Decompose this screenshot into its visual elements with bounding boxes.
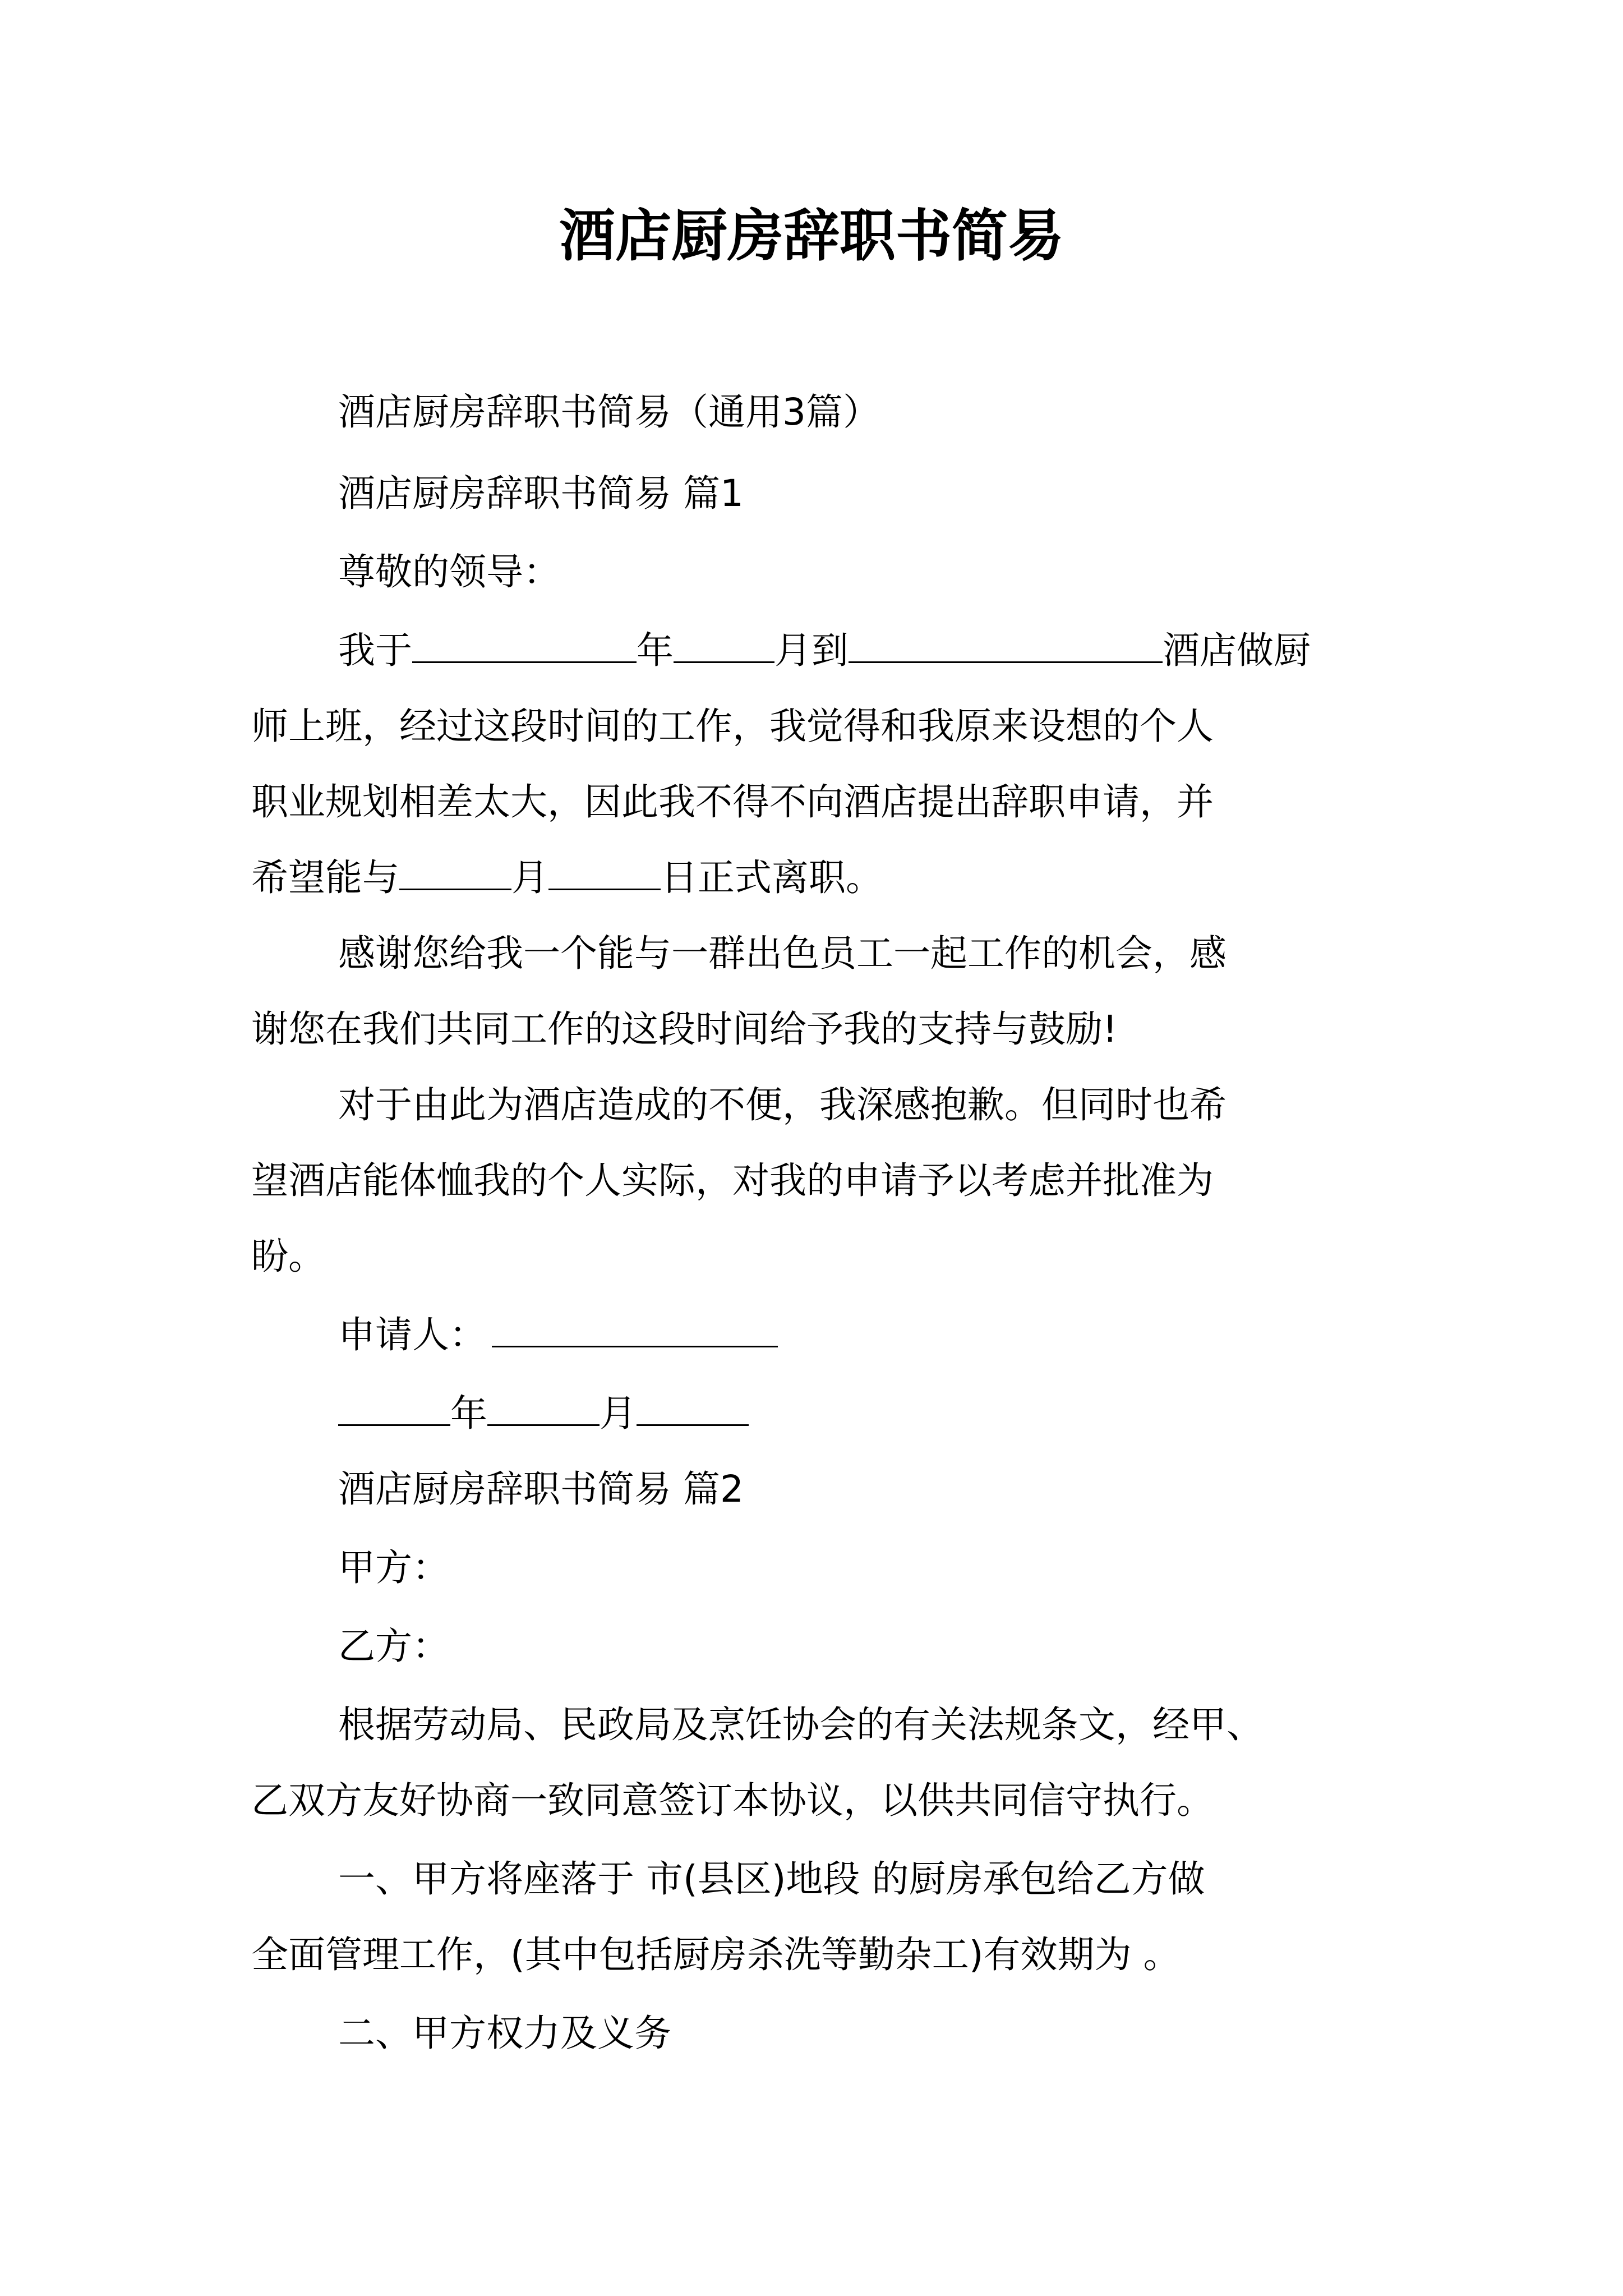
section-heading-part2: 酒店厨房辞职书简易 篇2: [338, 1467, 744, 1511]
paragraph-line: 谢您在我们共同工作的这段时间给予我的支持与鼓励!: [251, 1007, 1118, 1051]
fill-in-blank: [412, 625, 637, 663]
text-segment: 年: [450, 1392, 487, 1435]
text-segment: 酒店做厨: [1163, 629, 1311, 672]
applicant-line: [338, 1310, 778, 1360]
paragraph-line: [251, 853, 883, 903]
fill-in-blank: [492, 1310, 778, 1347]
text-segment: 月到: [774, 629, 849, 672]
date-line: [338, 1388, 749, 1439]
section-heading-part1: 酒店厨房辞职书简易 篇1: [338, 472, 744, 515]
fill-in-blank: [849, 625, 1163, 663]
paragraph-line: 师上班，经过这段时间的工作，我觉得和我原来设想的个人: [251, 705, 1214, 748]
salutation: 尊敬的领导：: [338, 550, 560, 593]
party-b: 乙方：: [338, 1625, 449, 1668]
text-segment: 月: [600, 1392, 637, 1435]
paragraph-line: 感谢您给我一个能与一群出色员工一起工作的机会，感: [338, 932, 1227, 975]
party-a: 甲方：: [338, 1546, 449, 1589]
fill-in-blank: [338, 1388, 450, 1426]
applicant-label: 申请人：: [338, 1313, 486, 1356]
paragraph-line: 二、甲方权力及义务: [338, 2012, 671, 2055]
paragraph-line: 乙双方友好协商一致同意签订本协议，以供共同信守执行。: [251, 1779, 1214, 1822]
paragraph-line: 全面管理工作，(其中包括厨房杀洗等勤杂工)有效期为 。: [251, 1933, 1181, 1976]
paragraph-line: 职业规划相差太大，因此我不得不向酒店提出辞职申请，并: [251, 780, 1214, 823]
text-segment: 日正式离职。: [661, 856, 883, 899]
paragraph-line: 根据劳动局、民政局及烹饪协会的有关法规条文，经甲、: [338, 1703, 1264, 1746]
text-segment: 我于: [338, 629, 412, 672]
paragraph-line: 盼。: [251, 1235, 325, 1278]
text-segment: 希望能与: [251, 856, 399, 899]
fill-in-blank: [548, 853, 661, 890]
paragraph-line: 望酒店能体恤我的个人实际，对我的申请予以考虑并批准为: [251, 1159, 1214, 1202]
paragraph-line: [338, 625, 1311, 676]
document-title: 酒店厨房辞职书简易: [559, 203, 1064, 269]
paragraph-line: 一、甲方将座落于 市(县区)地段 的厨房承包给乙方做: [338, 1857, 1205, 1901]
fill-in-blank: [637, 1388, 749, 1426]
text-segment: 月: [511, 856, 548, 899]
document-subtitle: 酒店厨房辞职书简易（通用3篇）: [338, 390, 880, 434]
fill-in-blank: [487, 1388, 600, 1426]
fill-in-blank: [674, 625, 774, 663]
fill-in-blank: [399, 853, 511, 890]
paragraph-line: 对于由此为酒店造成的不便，我深感抱歉。但同时也希: [338, 1083, 1227, 1126]
text-segment: 年: [637, 629, 674, 672]
